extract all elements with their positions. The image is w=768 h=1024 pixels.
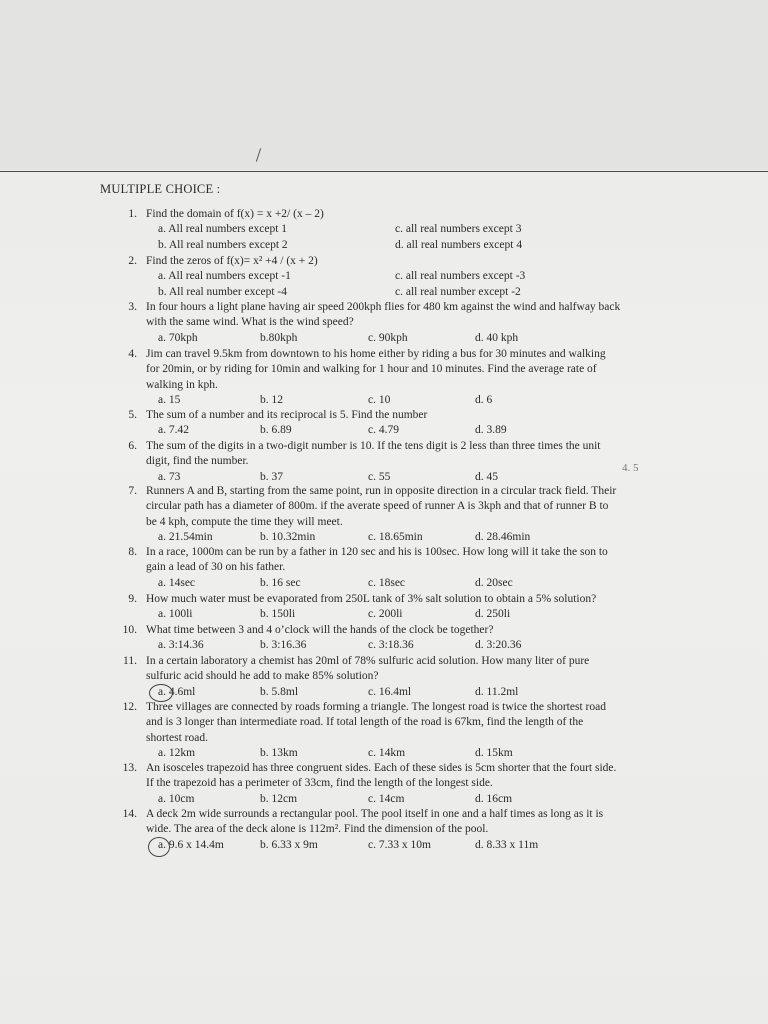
question-number: 4. <box>128 348 137 360</box>
question-number: 1. <box>128 208 137 220</box>
answer-option[interactable]: a. 9.6 x 14.4m <box>158 838 224 851</box>
answer-option[interactable]: b. All real number except -4 <box>158 285 288 298</box>
answer-option[interactable]: a. 73 <box>158 470 181 483</box>
answer-option[interactable]: c. 16.4ml <box>368 685 412 698</box>
answer-option[interactable]: b. 13km <box>260 746 298 759</box>
question-text: Find the zeros of f(x)= x² +4 / (x + 2) <box>146 255 318 267</box>
question-number: 2. <box>128 255 137 267</box>
answer-option[interactable]: c. all real numbers except 3 <box>395 223 522 236</box>
answer-option[interactable]: a. 21.54min <box>158 530 213 543</box>
question-number: 12. <box>122 701 137 713</box>
question-text: circular path has a diameter of 800m. if the averate speed of runner A is 3kph and that of runner B to <box>146 500 609 513</box>
question-number: 11. <box>123 655 137 667</box>
answer-option[interactable]: b. 12cm <box>260 792 298 805</box>
question-number: 6. <box>128 440 137 452</box>
section-heading: MULTIPLE CHOICE : <box>100 182 221 196</box>
answer-option[interactable]: a. All real numbers except -1 <box>158 270 291 283</box>
question-number: 13. <box>122 762 137 774</box>
question-text: Find the domain of f(x) = x +2/ (x – 2) <box>146 208 324 220</box>
question-text: The sum of the digits in a two-digit number is 10. If the tens digit is 2 less than three times the unit <box>146 440 601 452</box>
answer-option[interactable]: d. 11.2ml <box>475 685 519 698</box>
question-text: be 4 kph, compute the time they will meet. <box>146 515 343 528</box>
answer-option[interactable]: c. 18.65min <box>368 530 423 543</box>
answer-option[interactable]: a. 15 <box>158 393 181 406</box>
answer-option[interactable]: d. 6 <box>475 393 493 406</box>
question-text: The sum of a number and its reciprocal is 5. Find the number <box>146 409 428 421</box>
answer-option[interactable]: a. 12km <box>158 746 196 759</box>
question-number: 3. <box>128 301 137 313</box>
answer-option[interactable]: d. 16cm <box>475 792 513 805</box>
question-text: gain a lead of 30 on his father. <box>146 561 286 574</box>
answer-option[interactable]: b. 16 sec <box>260 576 301 589</box>
answer-option[interactable]: c. 4.79 <box>368 424 399 437</box>
answer-option[interactable]: c. all real number except -2 <box>395 285 521 298</box>
scan-top-band <box>0 0 768 170</box>
answer-option[interactable]: c. 7.33 x 10m <box>368 838 431 851</box>
answer-option[interactable]: c. 55 <box>368 470 391 483</box>
question-text: How much water must be evaporated from 250L tank of 3% salt solution to obtain a 5% solution? <box>146 593 597 605</box>
answer-option[interactable]: c. 3:18.36 <box>368 639 414 652</box>
answer-circle-mark <box>149 684 173 702</box>
question-number: 8. <box>128 546 137 558</box>
question-number: 9. <box>128 593 137 605</box>
question-number: 14. <box>122 808 137 820</box>
question-text: shortest road. <box>146 731 208 744</box>
answer-option[interactable]: c. 14km <box>368 746 406 759</box>
question-text: digit, find the number. <box>146 455 249 468</box>
answer-option[interactable]: c. 200li <box>368 608 403 621</box>
question-text: If the trapezoid has a perimeter of 33cm, find the length of the longest side. <box>146 777 493 790</box>
question-text: with the same wind. What is the wind speed? <box>146 316 354 329</box>
question-text: An isosceles trapezoid has three congruent sides. Each of these sides is 5cm shorter that the fourt side. <box>146 762 617 774</box>
question-text: and is 3 longer than intermediate road. If total length of the road is 67km, find the length of the <box>146 716 584 729</box>
question-text: In a race, 1000m can be run by a father in 120 sec and his is 100sec. How long will it take the son to <box>146 546 608 558</box>
answer-option[interactable]: d. 250li <box>475 608 511 621</box>
question-number: 7. <box>128 485 137 497</box>
answer-option[interactable]: d. 8.33 x 11m <box>475 838 539 851</box>
answer-option[interactable]: b. 10.32min <box>260 530 316 543</box>
answer-option[interactable]: d. 40 kph <box>475 331 519 344</box>
answer-option[interactable]: c. 90kph <box>368 331 408 344</box>
question-text: Jim can travel 9.5km from downtown to his home either by riding a bus for 30 minutes and walking <box>146 348 606 360</box>
answer-circle-mark <box>148 837 170 857</box>
question-text: What time between 3 and 4 o’clock will the hands of the clock be together? <box>146 624 494 636</box>
answer-option[interactable]: c. 10 <box>368 393 391 406</box>
question-number: 10. <box>122 624 137 636</box>
answer-option[interactable]: b. 3:16.36 <box>260 639 307 652</box>
answer-option[interactable]: c. 14cm <box>368 792 405 805</box>
answer-option[interactable]: a. 14sec <box>158 576 196 589</box>
answer-option[interactable]: c. all real numbers except -3 <box>395 270 526 283</box>
answer-option[interactable]: a. 3:14.36 <box>158 639 204 652</box>
question-text: walking in kph. <box>146 378 218 391</box>
answer-option[interactable]: a. 70kph <box>158 331 198 344</box>
answer-option[interactable]: a. 100li <box>158 608 193 621</box>
answer-option[interactable]: a. 10cm <box>158 792 195 805</box>
question-text: In a certain laboratory a chemist has 20ml of 78% sulfuric acid solution. How many liter of pure <box>146 655 590 667</box>
answer-option[interactable]: c. 18sec <box>368 576 406 589</box>
answer-option[interactable]: d. 45 <box>475 470 498 483</box>
question-text: Three villages are connected by roads forming a triangle. The longest road is twice the shortest road <box>146 701 606 713</box>
question-text: Runners A and B, starting from the same point, run in opposite direction in a circular track field. Their <box>146 485 617 497</box>
answer-option[interactable]: a. 4.6ml <box>158 685 196 698</box>
answer-option[interactable]: d. 15km <box>475 746 513 759</box>
answer-option[interactable]: a. 7.42 <box>158 424 189 437</box>
answer-option[interactable]: b.80kph <box>260 331 298 344</box>
answer-option[interactable]: d. 3.89 <box>475 424 507 437</box>
question-text: A deck 2m wide surrounds a rectangular pool. The pool itself in one and a half times as long as it is <box>146 808 604 820</box>
answer-option[interactable]: d. 3:20.36 <box>475 639 522 652</box>
answer-option[interactable]: b. All real numbers except 2 <box>158 238 288 251</box>
horizontal-rule <box>0 171 768 172</box>
question-text: wide. The area of the deck alone is 112m². Find the dimension of the pool. <box>146 823 489 836</box>
question-text: for 20min, or by riding for 10min and walking for 1 hour and 10 minutes. Find the average rate of <box>146 363 597 376</box>
answer-option[interactable]: b. 6.33 x 9m <box>260 838 318 851</box>
answer-option[interactable]: b. 5.8ml <box>260 685 299 698</box>
answer-option[interactable]: b. 37 <box>260 470 283 483</box>
answer-option[interactable]: d. 28.46min <box>475 530 531 543</box>
answer-option[interactable]: d. 20sec <box>475 576 513 589</box>
question-text: sulfuric acid should he add to make 85% solution? <box>146 670 379 683</box>
answer-option[interactable]: b. 12 <box>260 393 283 406</box>
answer-option[interactable]: a. All real numbers except 1 <box>158 223 288 236</box>
answer-option[interactable]: b. 6.89 <box>260 424 292 437</box>
question-text: In four hours a light plane having air speed 200kph flies for 480 km against the wind and halfway back <box>146 301 621 313</box>
answer-option[interactable]: b. 150li <box>260 608 296 621</box>
margin-note: 4. 5 <box>622 462 639 474</box>
answer-option[interactable]: d. all real numbers except 4 <box>395 238 523 251</box>
question-number: 5. <box>128 409 137 421</box>
